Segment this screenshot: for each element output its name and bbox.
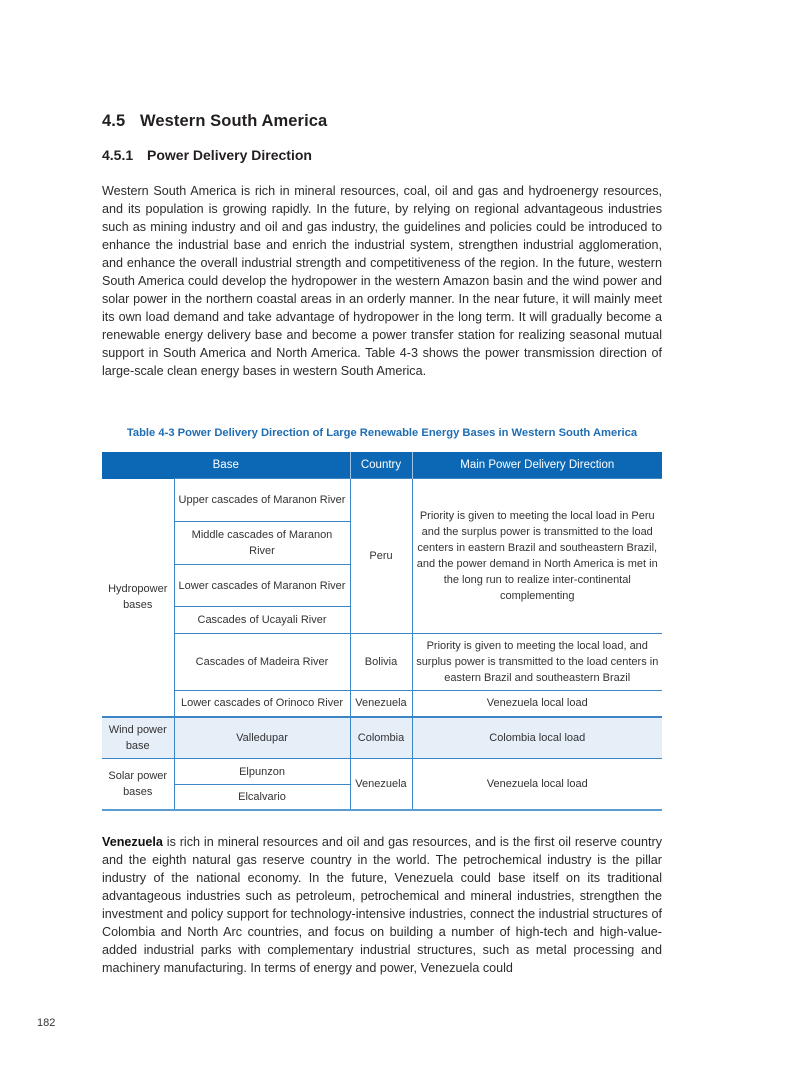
country-cell: Peru xyxy=(350,479,412,634)
intro-paragraph: Western South America is rich in mineral resources, coal, oil and gas and hydroenergy resources, and its population is growing rapidly. In the future, by relying on regional advantageous industries such as mining industry and oil and gas industry, the guidelines and policies could be introduced to enhance the industrial base and enrich the industrial system, strengthen industrial agglomeration, and enhance the overall industrial strength and competitiveness of the region. In the future, western South America could develop the hydropower in the western Amazon basin and the wind power and solar power in the northern coastal areas in an orderly manner. In the near future, it will mainly meet its own load demand and take advantage of hydropower in the long term. It will gradually become a renewable energy delivery base and become a power transfer station for realizing seasonal mutual support in South America and North America. Table 4-3 shows the power transmission direction of large-scale clean energy bases in western South America. xyxy=(102,184,662,378)
country-cell: Venezuela xyxy=(350,759,412,810)
header-base: Base xyxy=(102,452,350,479)
table-row xyxy=(102,479,662,522)
table-row xyxy=(102,691,662,717)
group-solar: Solar power bases xyxy=(102,759,174,810)
direction-cell: Priority is given to meeting the local load, and surplus power is transmitted to the load centers in eastern Brazil and southeastern Brazil xyxy=(412,634,662,691)
base-cell: Middle cascades of Maranon River xyxy=(174,522,350,565)
group-hydropower: Hydropower bases xyxy=(102,479,174,717)
venezuela-lead: Venezuela xyxy=(102,835,163,849)
base-cell: Elcalvario xyxy=(174,785,350,810)
direction-cell: Venezuela local load xyxy=(412,759,662,810)
base-cell: Lower cascades of Orinoco River xyxy=(174,691,350,717)
table-row xyxy=(102,759,662,785)
base-cell: Lower cascades of Maranon River xyxy=(174,565,350,607)
header-country: Country xyxy=(350,452,412,479)
table-caption: Table 4-3 Power Delivery Direction of Large Renewable Energy Bases in Western South America xyxy=(126,427,638,439)
base-cell: Cascades of Madeira River xyxy=(174,634,350,691)
base-cell: Cascades of Ucayali River xyxy=(174,607,350,634)
subsection-number: 4.5.1 xyxy=(102,147,134,163)
direction-cell: Colombia local load xyxy=(412,717,662,759)
venezuela-text: is rich in mineral resources and oil and gas resources, and is the first oil reserve country and the eighth natural gas reserve country in the world. The petrochemical industry is the pillar industry of the national economy. In the future, Venezuela could base itself on its traditional advantageous industries such as petroleum, petrochemical and mineral industries, strengthen the investment and policy support for technology-intensive industries, connect the industrial structures of Colombia and North Arc countries, and focus on building a number of high-tech and high-value-added industrial parks with complementary industrial structures, such as metal processing and machinery manufacturing. In terms of energy and power, Venezuela could xyxy=(102,835,662,975)
subsection-title: Power Delivery Direction xyxy=(147,147,312,163)
country-cell: Bolivia xyxy=(350,634,412,691)
base-cell: Valledupar xyxy=(174,717,350,759)
base-cell: Upper cascades of Maranon River xyxy=(174,479,350,522)
section-number: 4.5 xyxy=(102,112,126,130)
section-heading xyxy=(102,112,327,131)
table-header-row xyxy=(102,452,662,479)
base-cell: Elpunzon xyxy=(174,759,350,785)
country-cell: Venezuela xyxy=(350,691,412,717)
table-row xyxy=(102,717,662,759)
country-cell: Colombia xyxy=(350,717,412,759)
power-delivery-table xyxy=(102,452,662,811)
direction-cell: Priority is given to meeting the local load in Peru and the surplus power is transmitted to the load centers in eastern Brazil and southeastern Brazil, and the power demand in North America is met in the long run to realize inter-continental complementing xyxy=(412,479,662,634)
page-number: 182 xyxy=(37,1017,56,1029)
direction-cell: Venezuela local load xyxy=(412,691,662,717)
venezuela-paragraph xyxy=(102,833,662,977)
subsection-heading xyxy=(102,147,312,163)
header-direction: Main Power Delivery Direction xyxy=(412,452,662,479)
section-title: Western South America xyxy=(140,112,328,130)
table-row xyxy=(102,634,662,691)
group-wind: Wind power base xyxy=(102,717,174,759)
